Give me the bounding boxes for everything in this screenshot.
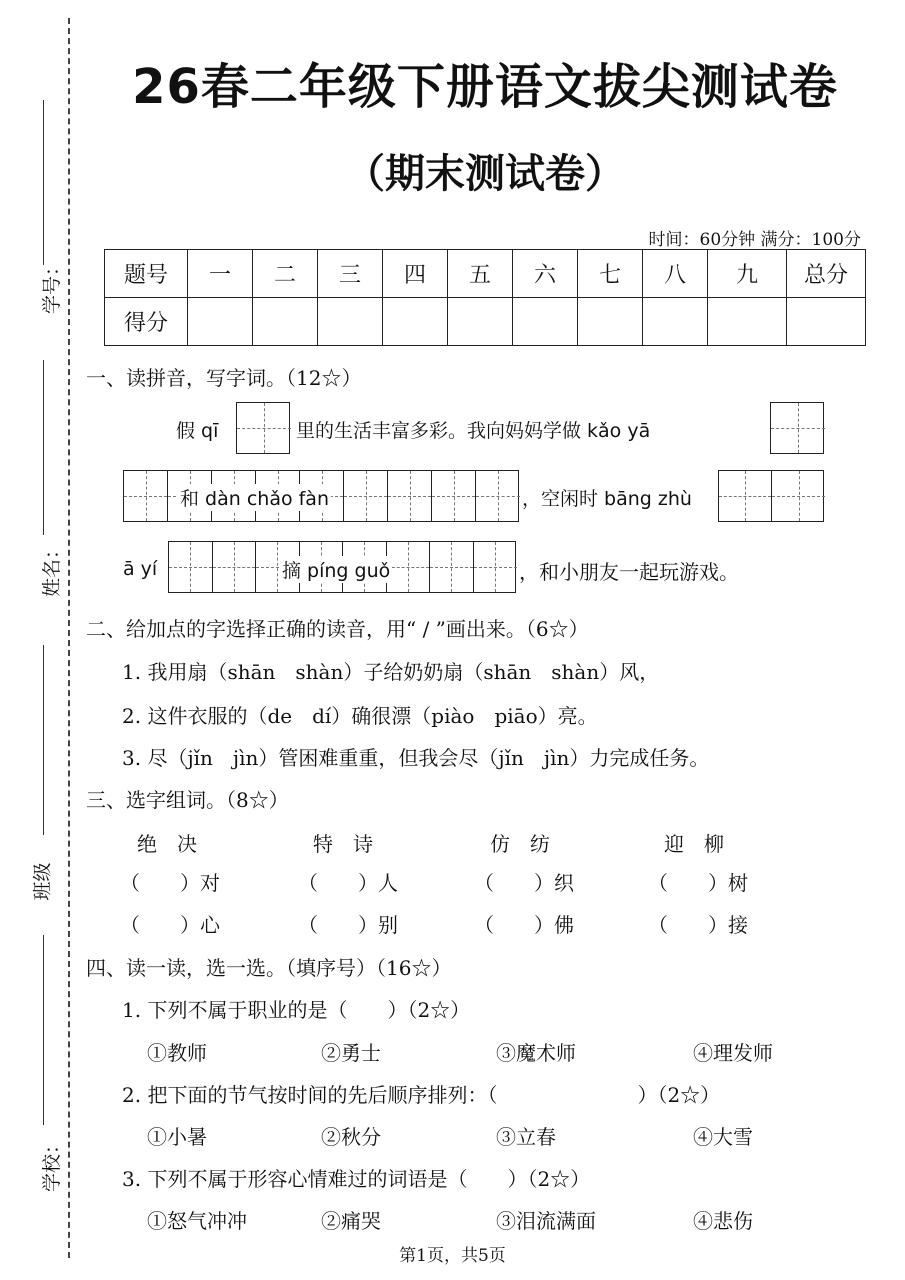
q4-option: ③魔术师 [496,1041,576,1065]
score-input-cell[interactable] [708,298,787,346]
exam-meta: 时间：60分钟 满分：100分 [648,230,861,250]
q4-option: ①怒气冲冲 [147,1209,247,1233]
writing-grid[interactable] [236,402,290,454]
name-label: 姓名： [41,539,64,598]
q1-line2-text-b: ，空闲时 bāng zhù [522,488,692,510]
q4-option: ④理发师 [693,1041,773,1065]
q1-line2-overlay-a [178,484,331,511]
page-title: 26春二年级下册语文拔尖测试卷 [132,59,838,115]
score-table-score-row [105,298,866,346]
q1-line2-text-a: 和 dàn chǎo fàn [180,488,329,510]
q3-blank[interactable]: （ ）心 [120,913,220,937]
q1-line3-text-a: ā yí [123,558,158,580]
q3-char-pair: 迎 柳 [664,832,724,856]
score-input-cell[interactable] [188,298,253,346]
q3-blank[interactable]: （ ）对 [120,871,220,895]
student-id-line [43,100,44,265]
school-line [43,935,44,1125]
score-input-cell[interactable] [513,298,578,346]
q1-line2-part-b [522,484,692,511]
q2-item: 3. 尽（jǐn jìn）管困难重重，但我会尽（jǐn jìn）力完成任务。 [122,746,710,770]
score-input-cell[interactable] [578,298,643,346]
score-input-cell[interactable] [383,298,448,346]
school-label: 学校： [41,1134,64,1193]
q4-option: ④大雪 [693,1125,753,1149]
q4-option: ①小暑 [147,1125,207,1149]
score-input-cell[interactable] [787,298,866,346]
q3-char-pair: 特 诗 [313,832,373,856]
score-header-cell: 四 [383,250,448,298]
q1-line3-overlay-b [280,556,392,583]
q3-blank[interactable]: （ ）佛 [474,913,574,937]
q4-option: ③泪流满面 [496,1209,596,1233]
score-header-cell: 八 [643,250,708,298]
q2-item: 1. 我用扇（shān shàn）子给奶奶扇（shān shàn）风， [122,660,660,684]
section-2-heading: 二、给加点的字选择正确的读音，用“ / ”画出来。（6☆） [86,617,589,641]
writing-grid[interactable] [718,470,824,522]
score-header-cell: 总分 [787,250,866,298]
name-line [43,360,44,535]
q4-question-2: 2. 把下面的节气按时间的先后顺序排列：（ ）（2☆） [122,1083,721,1107]
q4-question-3: 3. 下列不属于形容心情难过的词语是（ ）（2☆） [122,1167,591,1191]
class-label: 班级 [31,862,54,901]
q4-option: ③立春 [496,1125,556,1149]
q3-char-pair: 绝 决 [137,832,197,856]
score-header-cell: 二 [253,250,318,298]
score-header-cell: 题号 [105,250,188,298]
score-input-cell[interactable] [643,298,708,346]
q1-line3-text-c: ，和小朋友一起玩游戏。 [519,560,739,584]
q3-blank[interactable]: （ ）接 [648,913,748,937]
section-4-heading: 四、读一读，选一选。（填序号）（16☆） [86,956,452,980]
q1-line1-text-b: 里的生活丰富多彩。我向妈妈学做 kǎo yā [296,420,651,442]
q1-line1-part-a [176,416,218,443]
score-header-cell: 三 [318,250,383,298]
q3-blank[interactable]: （ ）织 [474,871,574,895]
binding-dashed-line [68,18,70,1258]
class-line [43,645,44,835]
q4-question-1: 1. 下列不属于职业的是（ ）（2☆） [122,998,471,1022]
score-table [104,249,866,346]
score-input-cell[interactable] [448,298,513,346]
student-id-label: 学号： [41,256,64,315]
writing-grid[interactable] [770,402,824,454]
section-1-heading: 一、读拼音，写字词。（12☆） [86,366,362,390]
q3-blank[interactable]: （ ）树 [648,871,748,895]
page-subtitle: （期末测试卷） [345,151,625,197]
q1-line3-text-b: 摘 píng guǒ [282,560,391,582]
q4-option: ②秋分 [321,1125,381,1149]
q2-item: 2. 这件衣服的（de dí）确很漂（piào piāo）亮。 [122,704,598,728]
score-table-header-row [105,250,866,298]
score-header-cell: 一 [188,250,253,298]
score-header-cell: 七 [578,250,643,298]
q1-line1-part-b [296,416,650,443]
score-header-cell: 九 [708,250,787,298]
q4-option: ②勇士 [321,1041,381,1065]
q4-option: ④悲伤 [693,1209,753,1233]
score-header-cell: 五 [448,250,513,298]
q3-blank[interactable]: （ ）别 [298,913,398,937]
q3-char-pair: 仿 纺 [490,832,550,856]
q3-blank[interactable]: （ ）人 [298,871,398,895]
section-3-heading: 三、选字组词。（8☆） [86,788,289,812]
q1-line1-text-a: 假 qī [176,420,219,442]
score-input-cell[interactable] [318,298,383,346]
score-input-cell[interactable] [253,298,318,346]
q1-line3-part-c [519,556,739,585]
q1-line3-part-a [123,556,157,580]
q4-option: ②痛哭 [321,1209,381,1233]
q4-option: ①教师 [147,1041,207,1065]
score-row-label: 得分 [105,298,188,346]
score-header-cell: 六 [513,250,578,298]
page-footer: 第1页，共5页 [399,1246,506,1266]
